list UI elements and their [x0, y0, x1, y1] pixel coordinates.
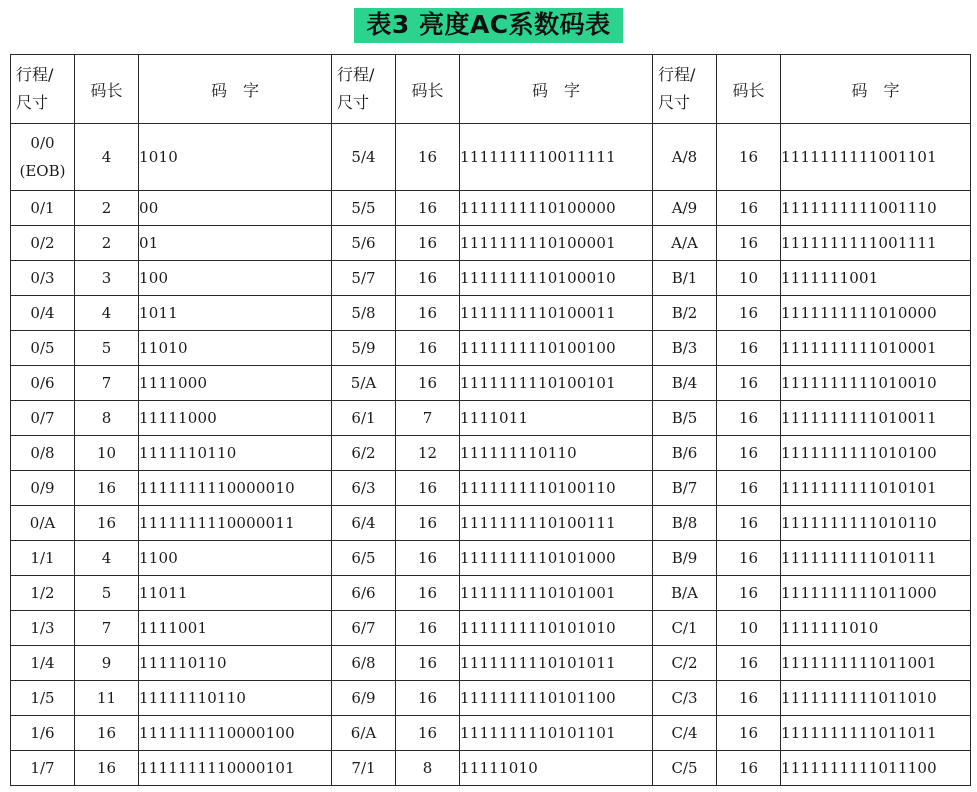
- cell-run-size: 1/3: [11, 611, 75, 646]
- cell-run-size: 0/8: [11, 436, 75, 471]
- cell-code-length: 16: [396, 506, 460, 541]
- cell-run-size: 5/7: [332, 261, 396, 296]
- cell-code-length: 8: [396, 751, 460, 786]
- cell-code-length: 4: [75, 541, 139, 576]
- cell-code-length: 16: [717, 401, 781, 436]
- cell-codeword: 1111111001: [781, 261, 971, 296]
- cell-run-size: 5/6: [332, 226, 396, 261]
- cell-codeword: 1111011: [460, 401, 653, 436]
- cell-code-length: 4: [75, 296, 139, 331]
- table-row: [11, 261, 971, 296]
- cell-codeword: 1111111111011010: [781, 681, 971, 716]
- cell-run-size: 0/9: [11, 471, 75, 506]
- cell-code-length: 16: [717, 681, 781, 716]
- cell-code-length: 16: [717, 751, 781, 786]
- cell-code-length: 16: [717, 296, 781, 331]
- cell-code-length: 16: [717, 506, 781, 541]
- cell-codeword: 1111111110101101: [460, 716, 653, 751]
- cell-run-size: 6/4: [332, 506, 396, 541]
- cell-run-size: A/A: [653, 226, 717, 261]
- cell-code-length: 7: [75, 611, 139, 646]
- cell-run-size: B/3: [653, 331, 717, 366]
- table-row: [11, 471, 971, 506]
- table-row: [11, 681, 971, 716]
- header-codeword: 码 字: [139, 55, 332, 124]
- cell-run-size: 6/9: [332, 681, 396, 716]
- cell-run-size: A/9: [653, 191, 717, 226]
- cell-codeword: 1011: [139, 296, 332, 331]
- cell-run-size: B/5: [653, 401, 717, 436]
- title-container: [0, 8, 977, 43]
- cell-run-size: B/7: [653, 471, 717, 506]
- cell-run-size: A/8: [653, 124, 717, 191]
- header-run-size-line: 尺寸: [16, 93, 49, 112]
- cell-codeword: 1111111110101010: [460, 611, 653, 646]
- table-row: [11, 124, 971, 191]
- cell-codeword: 1111111010: [781, 611, 971, 646]
- cell-code-length: 16: [396, 366, 460, 401]
- cell-codeword: 1111111111010101: [781, 471, 971, 506]
- cell-code-length: 11: [75, 681, 139, 716]
- cell-code-length: 16: [75, 751, 139, 786]
- cell-codeword: 1111111110000101: [139, 751, 332, 786]
- cell-code-length: 16: [717, 331, 781, 366]
- header-run-size: [11, 55, 75, 124]
- cell-code-length: 16: [717, 436, 781, 471]
- header-code-length: 码长: [717, 55, 781, 124]
- cell-run-size: 1/1: [11, 541, 75, 576]
- cell-code-length: 16: [717, 191, 781, 226]
- cell-codeword: 1111111111011001: [781, 646, 971, 681]
- cell-codeword: 11010: [139, 331, 332, 366]
- cell-run-size: C/1: [653, 611, 717, 646]
- cell-codeword: 1111111110011111: [460, 124, 653, 191]
- cell-codeword: 11111000: [139, 401, 332, 436]
- cell-codeword: 1111111110000100: [139, 716, 332, 751]
- header-run-size-line: 尺寸: [337, 93, 370, 112]
- cell-code-length: 5: [75, 331, 139, 366]
- table-row: [11, 541, 971, 576]
- cell-codeword: 1111111110100011: [460, 296, 653, 331]
- cell-code-length: 16: [396, 681, 460, 716]
- cell-run-size: 0/1: [11, 191, 75, 226]
- cell-code-length: 16: [396, 646, 460, 681]
- cell-run-size: 6/7: [332, 611, 396, 646]
- cell-run-size: 6/6: [332, 576, 396, 611]
- cell-codeword: 1100: [139, 541, 332, 576]
- cell-codeword: 1111111111010111: [781, 541, 971, 576]
- table-row: [11, 646, 971, 681]
- cell-run-size: B/6: [653, 436, 717, 471]
- cell-code-length: 16: [717, 576, 781, 611]
- cell-codeword: 1111111110100001: [460, 226, 653, 261]
- cell-code-length: 7: [396, 401, 460, 436]
- table-row: [11, 296, 971, 331]
- cell-codeword: 1111001: [139, 611, 332, 646]
- cell-eob-label: (EOB): [19, 162, 66, 180]
- cell-codeword: 1111111110100000: [460, 191, 653, 226]
- cell-codeword: 1111111111010011: [781, 401, 971, 436]
- cell-code-length: 2: [75, 226, 139, 261]
- cell-codeword: 1111111111010110: [781, 506, 971, 541]
- cell-code-length: 16: [717, 716, 781, 751]
- cell-codeword: 111111110110: [460, 436, 653, 471]
- cell-code-length: 16: [396, 191, 460, 226]
- header-run-size: [653, 55, 717, 124]
- cell-run-size: 5/5: [332, 191, 396, 226]
- cell-code-length: 16: [717, 471, 781, 506]
- cell-codeword: 1111111110000010: [139, 471, 332, 506]
- cell-run-size: 0/A: [11, 506, 75, 541]
- cell-codeword: 11111110110: [139, 681, 332, 716]
- cell-run-size: 0/4: [11, 296, 75, 331]
- cell-run-size: B/2: [653, 296, 717, 331]
- cell-code-length: 10: [717, 611, 781, 646]
- cell-run-size: C/4: [653, 716, 717, 751]
- cell-run-size: 0/3: [11, 261, 75, 296]
- cell-run-size: C/3: [653, 681, 717, 716]
- cell-code-length: 16: [396, 296, 460, 331]
- cell-run-size: 6/8: [332, 646, 396, 681]
- cell-codeword: 1111111110100100: [460, 331, 653, 366]
- cell-code-length: 16: [396, 124, 460, 191]
- cell-codeword: 11111010: [460, 751, 653, 786]
- cell-codeword: 1111111111010001: [781, 331, 971, 366]
- cell-codeword: 1111111110100110: [460, 471, 653, 506]
- header-run-size-line: 行程/: [658, 65, 696, 84]
- cell-code-length: 10: [717, 261, 781, 296]
- table-body: [11, 124, 971, 786]
- cell-code-length: 16: [396, 226, 460, 261]
- header-run-size-line: 尺寸: [658, 93, 691, 112]
- table-header: [11, 55, 971, 124]
- table-row: [11, 436, 971, 471]
- header-code-length: 码长: [396, 55, 460, 124]
- header-codeword: 码 字: [781, 55, 971, 124]
- cell-code-length: 2: [75, 191, 139, 226]
- cell-run-size: 6/5: [332, 541, 396, 576]
- cell-codeword: 1111111111011000: [781, 576, 971, 611]
- cell-codeword: 1111111110100010: [460, 261, 653, 296]
- cell-codeword: 1111110110: [139, 436, 332, 471]
- cell-run-size: 1/2: [11, 576, 75, 611]
- cell-code-length: 3: [75, 261, 139, 296]
- cell-run-size: B/A: [653, 576, 717, 611]
- table-row: [11, 401, 971, 436]
- cell-code-length: 16: [717, 646, 781, 681]
- ac-code-table: [10, 54, 971, 786]
- table-row: [11, 331, 971, 366]
- cell-code-length: 16: [396, 611, 460, 646]
- header-code-length: 码长: [75, 55, 139, 124]
- cell-codeword: 1111111111001110: [781, 191, 971, 226]
- cell-run-size: B/8: [653, 506, 717, 541]
- cell-code-length: 16: [396, 576, 460, 611]
- cell-codeword: 1111111111001101: [781, 124, 971, 191]
- cell-run-size: [11, 124, 75, 191]
- cell-code-length: 7: [75, 366, 139, 401]
- cell-codeword: 111110110: [139, 646, 332, 681]
- cell-run-size: 5/A: [332, 366, 396, 401]
- header-codeword: 码 字: [460, 55, 653, 124]
- cell-run-size: B/9: [653, 541, 717, 576]
- cell-codeword: 00: [139, 191, 332, 226]
- cell-codeword: 1111111111001111: [781, 226, 971, 261]
- cell-run-size: 5/9: [332, 331, 396, 366]
- table-row: [11, 751, 971, 786]
- cell-run-size: C/2: [653, 646, 717, 681]
- header-run-size-line: 行程/: [16, 65, 54, 84]
- cell-run-size: 6/3: [332, 471, 396, 506]
- cell-code-length: 5: [75, 576, 139, 611]
- table-title: 表3 亮度AC系数码表: [354, 8, 622, 43]
- cell-run-size: 6/2: [332, 436, 396, 471]
- cell-run-size: B/4: [653, 366, 717, 401]
- cell-run-size: 0/6: [11, 366, 75, 401]
- cell-code-length: 16: [396, 541, 460, 576]
- cell-code-length: 4: [75, 124, 139, 191]
- cell-code-length: 16: [396, 471, 460, 506]
- cell-code-length: 16: [75, 506, 139, 541]
- cell-code-length: 12: [396, 436, 460, 471]
- cell-run-size: 1/6: [11, 716, 75, 751]
- cell-codeword: 1111111110101000: [460, 541, 653, 576]
- cell-codeword: 1111111111010100: [781, 436, 971, 471]
- cell-run-size: B/1: [653, 261, 717, 296]
- cell-codeword: 1010: [139, 124, 332, 191]
- cell-codeword: 100: [139, 261, 332, 296]
- cell-code-length: 8: [75, 401, 139, 436]
- cell-codeword: 11011: [139, 576, 332, 611]
- table-row: [11, 226, 971, 261]
- cell-run-size: 0/2: [11, 226, 75, 261]
- table-row: [11, 506, 971, 541]
- cell-run-size: 5/4: [332, 124, 396, 191]
- table-row: [11, 576, 971, 611]
- cell-run-size: 1/5: [11, 681, 75, 716]
- cell-codeword: 1111111111011011: [781, 716, 971, 751]
- cell-codeword: 1111111111010000: [781, 296, 971, 331]
- cell-codeword: 1111111111011100: [781, 751, 971, 786]
- cell-code-length: 16: [396, 331, 460, 366]
- cell-codeword: 1111111110000011: [139, 506, 332, 541]
- cell-code-length: 16: [75, 471, 139, 506]
- cell-run-size: 7/1: [332, 751, 396, 786]
- cell-code-length: 16: [396, 716, 460, 751]
- cell-run-size: C/5: [653, 751, 717, 786]
- cell-code-length: 10: [75, 436, 139, 471]
- cell-code-length: 16: [396, 261, 460, 296]
- cell-code-length: 9: [75, 646, 139, 681]
- cell-run-size: 1/7: [11, 751, 75, 786]
- cell-run-size: 1/4: [11, 646, 75, 681]
- table-row: [11, 716, 971, 751]
- cell-codeword: 1111111110100101: [460, 366, 653, 401]
- table-row: [11, 611, 971, 646]
- cell-run-size: 6/A: [332, 716, 396, 751]
- cell-run-size-value: 0/0: [30, 134, 55, 152]
- cell-codeword: 1111111110100111: [460, 506, 653, 541]
- cell-codeword: 01: [139, 226, 332, 261]
- cell-run-size: 6/1: [332, 401, 396, 436]
- cell-code-length: 16: [717, 541, 781, 576]
- cell-code-length: 16: [717, 226, 781, 261]
- cell-codeword: 1111111110101100: [460, 681, 653, 716]
- cell-codeword: 1111111111010010: [781, 366, 971, 401]
- cell-code-length: 16: [717, 366, 781, 401]
- cell-code-length: 16: [717, 124, 781, 191]
- cell-run-size: 5/8: [332, 296, 396, 331]
- cell-codeword: 1111111110101001: [460, 576, 653, 611]
- cell-codeword: 1111000: [139, 366, 332, 401]
- table-row: [11, 191, 971, 226]
- header-row: [11, 55, 971, 124]
- header-run-size-line: 行程/: [337, 65, 375, 84]
- cell-run-size: 0/7: [11, 401, 75, 436]
- cell-run-size: 0/5: [11, 331, 75, 366]
- table-row: [11, 366, 971, 401]
- cell-codeword: 1111111110101011: [460, 646, 653, 681]
- header-run-size: [332, 55, 396, 124]
- cell-code-length: 16: [75, 716, 139, 751]
